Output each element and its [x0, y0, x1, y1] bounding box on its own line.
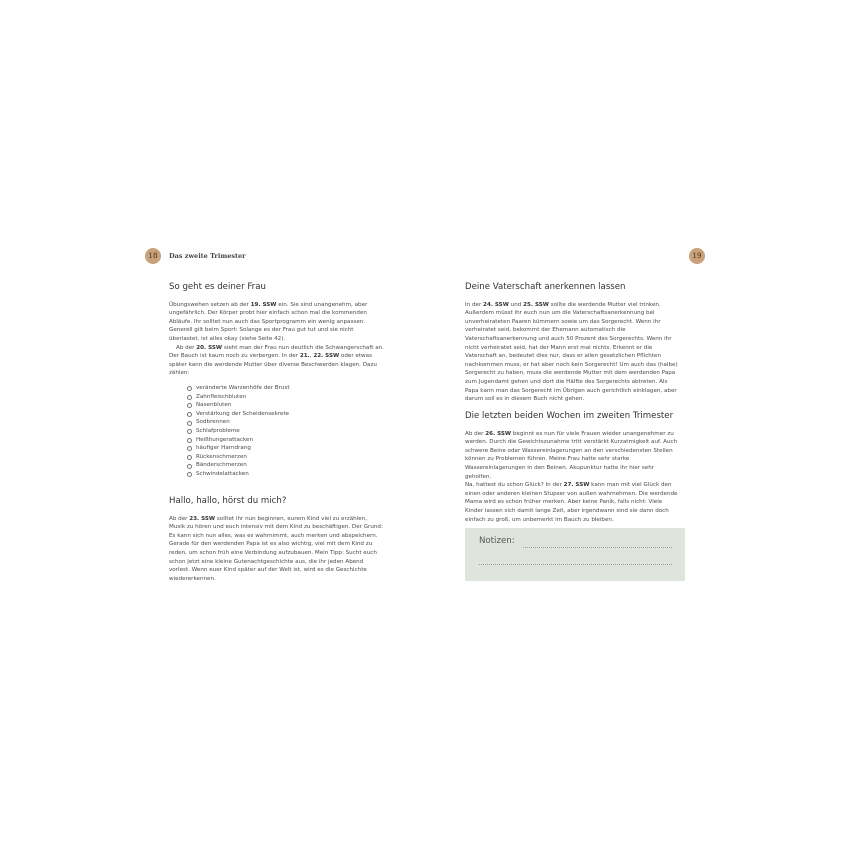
- symptom-list: [169, 384, 384, 479]
- paragraph: Ab der 26. SSW beginnt es nun für viele Frauen wieder unangenehmer zu werden. Durch die Gewichtszunahme tritt verstärkt Kurzatmigkeit auf. Auch schwere Beine oder Wassereinlagerungen an den verschiedensten Stellen können zu Problemen führen. Meine Frau hatte sehr starke Wassereinlagerungen in den Beinen. Akupunktur hatte ihr hier sehr geholfen.: [465, 430, 678, 480]
- page-number-left: 18: [145, 248, 161, 264]
- list-item: Bänderschmerzen: [187, 461, 384, 470]
- list-item: Schlafprobleme: [187, 427, 384, 436]
- running-head: Das zweite Trimester: [169, 252, 246, 260]
- list-item: Heißhungerattacken: [187, 436, 384, 445]
- notes-line: [523, 547, 672, 548]
- list-item: veränderte Warzenhöfe der Brust: [187, 384, 384, 393]
- list-item: Verstärkung der Scheidensekrete: [187, 410, 384, 419]
- section-title-frau: So geht es deiner Frau: [169, 282, 266, 292]
- notes-box: [465, 528, 685, 581]
- paragraph: Ab der 20. SSW sieht man der Frau nun deutlich die Schwangerschaft an. Der Bauch ist kaum noch zu verbergen. In der 21., 22. SSW oder etwas später kann die werdende Mutter über diverse Beschwerden klagen. Dazu zählen:: [169, 344, 384, 377]
- notes-line: [479, 564, 672, 565]
- section-title-hallo: Hallo, hallo, hörst du mich?: [169, 496, 287, 506]
- list-item: Zahnfleischbluten: [187, 393, 384, 402]
- paragraph: Na, hattest du schon Glück? In der 27. SSW kann man mit viel Glück den einen oder anderen kleinen Stupser von außen wahrnehmen. Die werdende Mama wird es schon früher merken. Aber keine Panik, falls nicht: Viele Kinder lassen sich damit lange Zeit, aber irgendwann sind sie dann doch einfach zu groß, um unbemerkt im Bauch zu bleiben.: [465, 482, 678, 523]
- section-title-letzte-wochen: Die letzten beiden Wochen im zweiten Trimester: [465, 411, 674, 421]
- list-item: Schwindelattacken: [187, 470, 384, 479]
- page-number-right: 19: [689, 248, 705, 264]
- paragraph: Ab der 23. SSW solltet ihr nun beginnen, eurem Kind viel zu erzählen, Musik zu hören und euch intensiv mit dem Kind zu beschäftigen. Der Grund: Es kann sich nun alles, was es wahrnimmt, auch merken und abspeichern. Gerade für den werdenden Papa ist es also wichtig, viel mit dem Kind zu reden, um schon früh eine Verbindung aufzubauen. Mein Tipp: Sucht euch schon jetzt eine kleine Gutenachtgeschichte aus, die ihr jeden Abend vorlest. Wenn euer Kind später auf der Welt ist, wird es die Geschichte wiedererkennen.: [169, 515, 383, 582]
- left-section-2: [169, 497, 384, 583]
- left-section-1: [169, 283, 384, 478]
- list-item: häufiger Harndrang: [187, 444, 384, 453]
- paragraph: In der 24. SSW und 25. SSW sollte die werdende Mutter viel trinken. Außerdem müsst ihr euch nun um die Vaterschaftsanerkennung bei unverheirateten Paaren kümmern sowie um das Sorgerecht. Wenn ihr verheiratet seid, bekommt der Ehemann automatisch die Vaterschaftsanerkennung und auch 50 Prozent des Sorgerechts. Wenn ihr nicht verheiratet seid, hat der Mann erst mal nichts. Erkennt er die Vaterschaft an, bedeutet dies nur, dass er allen gesetzlichen Pflichten nachkommen muss, er hat aber noch kein Sorgerecht! Um auch das (halbe) Sorgerecht zu haben, muss die werdende Mutter mit dem werdenden Papa zum Jugendamt gehen und dort die Hälfte des Sorgerechts abtreten. Als Papa kann man das Sorgerecht im Übrigen auch gerichtlich einklagen, aber darum soll es in diesem Buch nicht gehen.: [465, 301, 678, 403]
- list-item: Sodbrennen: [187, 418, 384, 427]
- list-item: Nasenbluten: [187, 401, 384, 410]
- list-item: Rückenschmerzen: [187, 453, 384, 462]
- notes-label: Notizen:: [479, 536, 515, 546]
- right-section-1: [465, 283, 680, 404]
- section-title-vaterschaft: Deine Vaterschaft anerkennen lassen: [465, 282, 626, 292]
- right-section-2: [465, 412, 680, 524]
- paragraph: Übungswehen setzen ab der 19. SSW ein. Sie sind unangenehm, aber ungefährlich. Der Körper probt hier einfach schon mal die kommenden Abläufe. Ihr solltet nun auch das Sportprogramm ein wenig anpassen. Generell gilt beim Sport: Solange es der Frau gut tut und sie nicht überlastet, ist alles okay (siehe Seite 42).: [169, 301, 368, 342]
